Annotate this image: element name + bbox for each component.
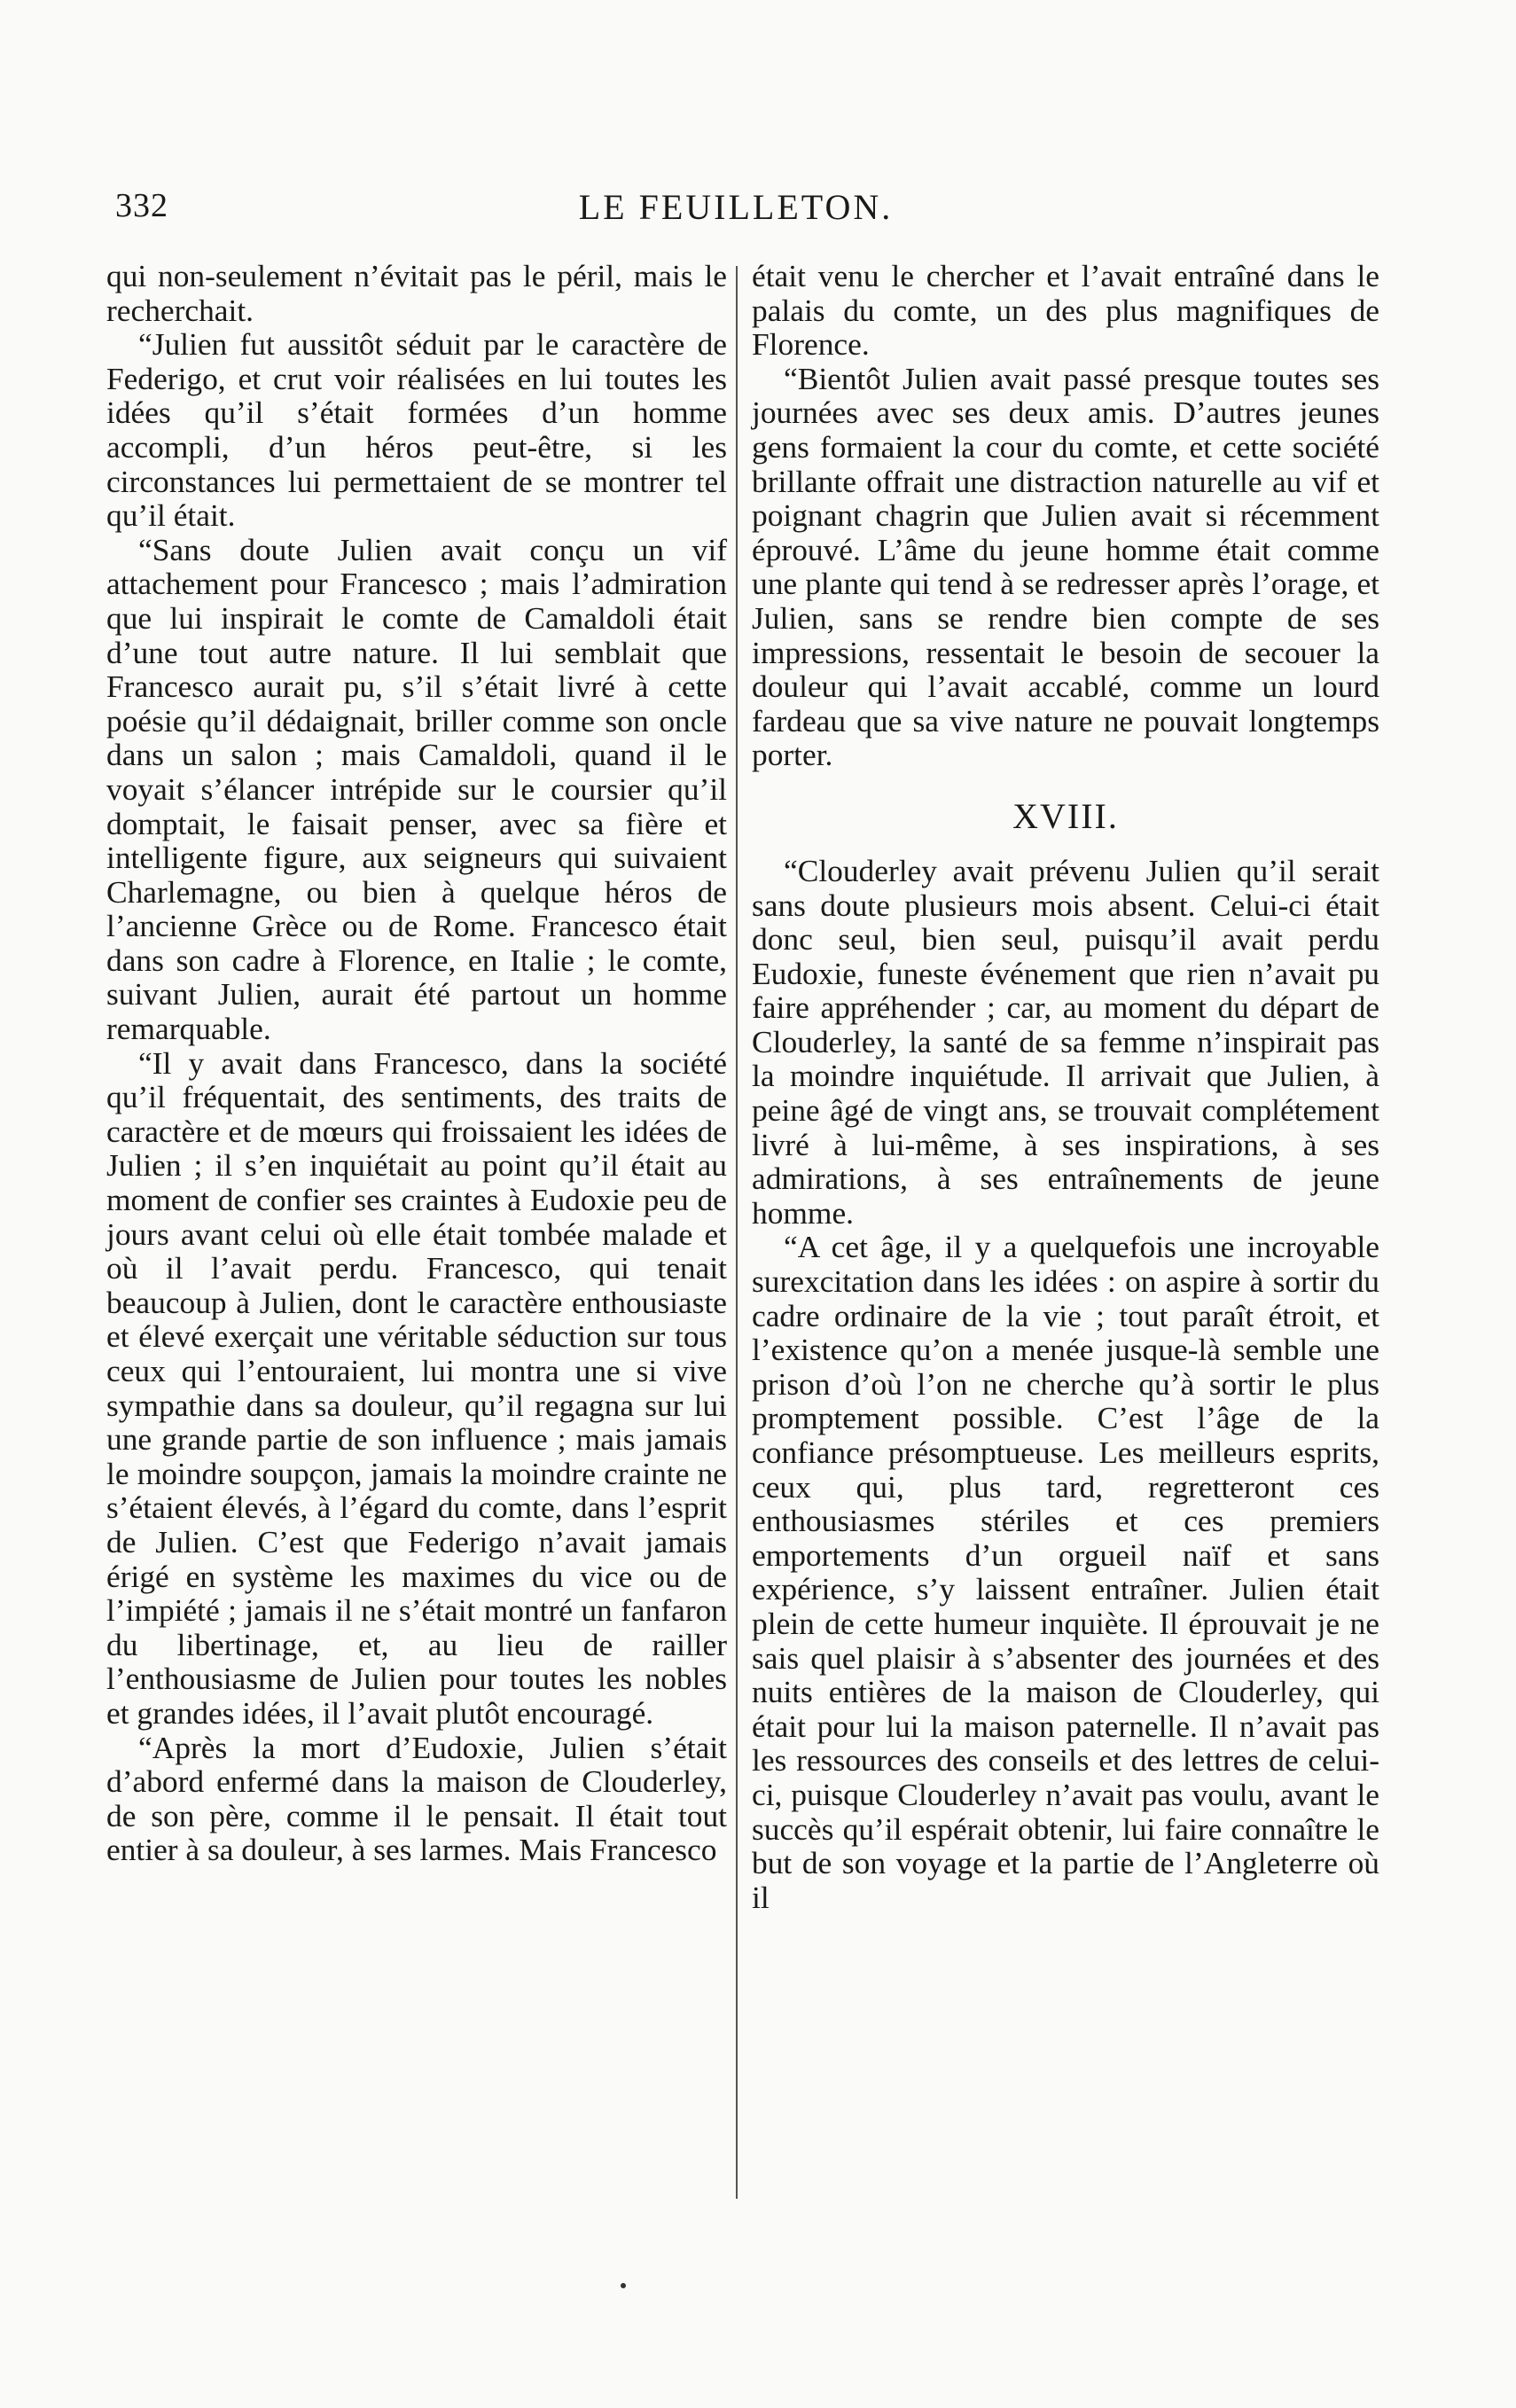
paragraph: “Bientôt Julien avait passé presque toutes ses journées avec ses deux amis. D’autres jeunes gens formaient la cour du comte, et cette société brillante offrait une distraction naturelle au vif et poignant chagrin que Julien avait si récemment éprouvé. L’âme du jeune homme était comme une plante qui tend à se redresser après l’orage, et Julien, sans se rendre bien compte de ses impressions, ressentait le besoin de secouer la douleur qui l’avait accablé, comme un lourd fardeau que sa vive nature ne pouvait longtemps porter. (752, 360, 1379, 773)
ink-dot (621, 2283, 626, 2288)
page-header (106, 186, 1365, 239)
right-column (752, 259, 1379, 1914)
paragraph: “Julien fut aussitôt séduit par le caractère de Federigo, et crut voir réalisées en lui toutes les idées qu’il s’était formées d’un homme accompli, d’un héros peut-être, si les circonstances lui permettaient de se montrer tel qu’il était. (106, 326, 727, 534)
page-number: 332 (115, 187, 168, 224)
paragraph: “Clouderley avait prévenu Julien qu’il serait sans doute plusieurs mois absent. Celui-ci était donc seul, bien seul, puisqu’il avait perdu Eudoxie, funeste événement que rien n’avait pu faire appréhender ; car, au moment du départ de Clouderley, la santé de sa femme n’inspirait pas la moindre inquiétude. Il arrivait que Julien, à peine âgé de vingt ans, se trouvait complétement livré à lui-même, à ses inspirations, à ses admirations, à ses entraînements de jeune homme. (752, 852, 1379, 1231)
paragraph: “Sans doute Julien avait conçu un vif attachement pour Francesco ; mais l’admiration que lui inspirait le comte de Camaldoli était d’une tout autre nature. Il lui semblait que Francesco aurait pu, s’il s’était livré à cette poésie qu’il dédaignait, briller comme son oncle dans un salon ; mais Camaldoli, quand il le voyait s’élancer intrépide sur le coursier qu’il domptait, le faisait penser, avec sa fière et intelligente figure, aux seigneurs qui suivaient Charlemagne, ou bien à quelque héros de l’ancienne Grèce ou de Rome. Francesco était dans son cadre à Florence, en Italie ; le comte, suivant Julien, aurait été partout un homme remarquable. (106, 531, 727, 1047)
paragraph: “Après la mort d’Eudoxie, Julien s’était d’abord enfermé dans la maison de Clouderley, de son père, comme il le pensait. Il était tout entier à sa douleur, à ses larmes. Mais Francesco (106, 1729, 727, 1868)
chapter-heading: XVIII. (1012, 795, 1119, 836)
paragraph: qui non-seulement n’évitait pas le péril, mais le recherchait. (106, 258, 727, 328)
paragraph: “Il y avait dans Francesco, dans la société qu’il fréquentait, des sentiments, des traits de caractère et de mœurs qui froissaient les idées de Julien ; il s’en inquiétait au point qu’il était au moment de confier ses craintes à Eudoxie peu de jours avant celui où elle était tombée malade et où il l’avait perdu. Francesco, qui tenait beaucoup à Julien, dont le caractère enthousiaste et élevé exerçait une véritable séduction sur tous ceux qui l’entouraient, lui montra une si vive sympathie dans sa douleur, qu’il regagna sur lui une grande partie de son influence ; mais jamais le moindre soupçon, jamais la moindre crainte ne s’étaient élevés, à l’égard du comte, dans l’esprit de Julien. C’est que Federigo n’avait jamais érigé en système les maximes du vice ou de l’impiété ; jamais il ne s’était montré un fanfaron du libertinage, et, au lieu de railler l’enthousiasme de Julien pour toutes les nobles et grandes idées, il l’avait plutôt encouragé. (106, 1044, 727, 1731)
running-title: LE FEUILLETON. (578, 187, 894, 227)
paragraph: était venu le chercher et l’avait entraîné dans le palais du comte, un des plus magnifiques de Florence. (752, 258, 1379, 363)
paragraph: “A cet âge, il y a quelquefois une incroyable surexcitation dans les idées : on aspire à sortir du cadre ordinaire de la vie ; tout paraît étroit, et l’existence qu’on a menée jusque-là semble une prison d’où l’on ne cherche qu’à sortir le plus promptement possible. C’est l’âge de la confiance présomptueuse. Les meilleurs esprits, ceux qui, plus tard, regretteront ces enthousiasmes stériles et ces premiers emportements d’un orgueil naïf et sans expérience, s’y laissent entraîner. Julien était plein de cette humeur inquiète. Il éprouvait je ne sais quel plaisir à s’absenter des journées et des nuits entières de la maison de Clouderley, qui était pour lui la maison paternelle. Il n’avait pas les ressources des conseils et des lettres de celui-ci, puisque Clouderley n’avait pas voulu, avant le succès qu’il espérait obtenir, lui faire connaître le but de son voyage et la partie de l’Angleterre où il (752, 1229, 1379, 1915)
column-divider (736, 266, 738, 2199)
left-column (106, 259, 727, 1867)
